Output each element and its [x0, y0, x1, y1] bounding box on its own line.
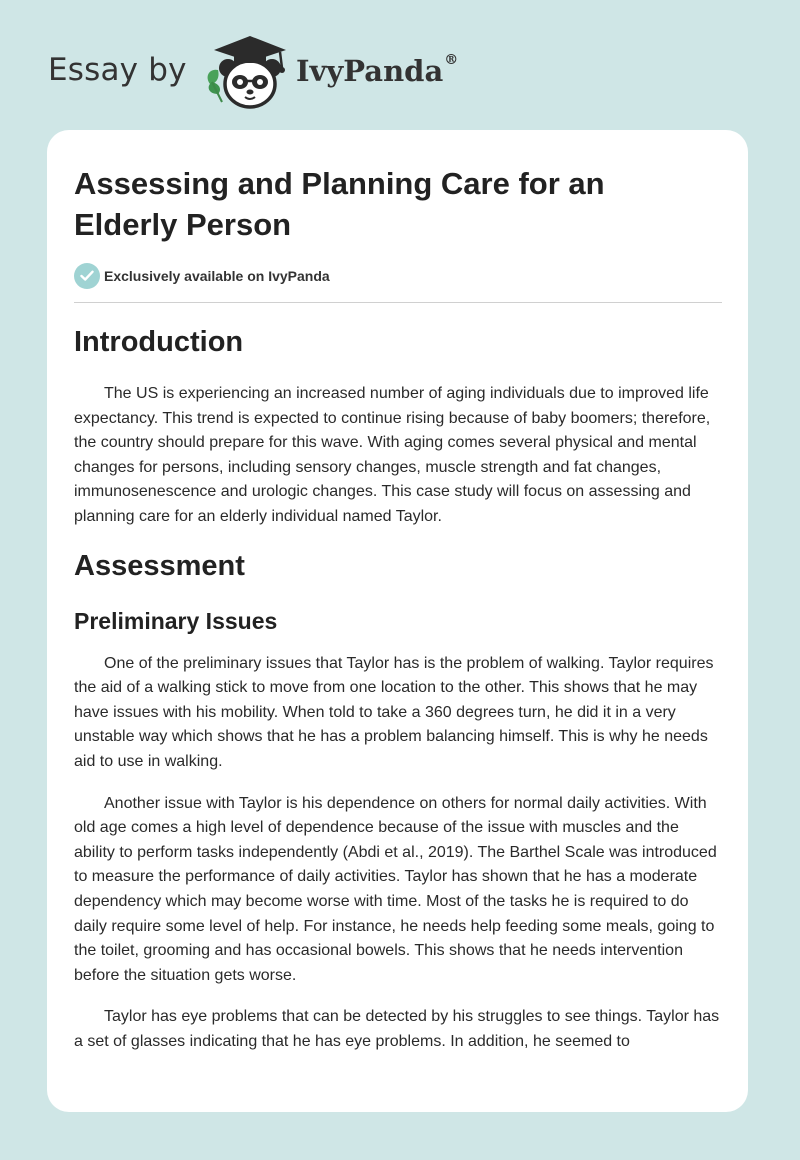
brand-name[interactable]: IvyPanda®: [296, 52, 459, 88]
panda-graduate-icon[interactable]: [200, 32, 292, 110]
page-title: Assessing and Planning Care for an Elderly Person: [74, 166, 605, 242]
paragraph: Another issue with Taylor is his dependence on others for normal daily activities. With old age comes a high level of dependence because of the issue with muscles and the ability to perform tasks independently (Abdi et al., 2019). The Barthel Scale was introduced to measure the performance of daily activities. Taylor has shown that he has a moderate dependency which may become worse with time. Most of the tasks he is required to do daily require some level of help. For instance, he needs help feeding some meals, going to the toilet, grooming and has occasional bowels. This shows that he needs intervention before the situation gets worse.: [74, 794, 717, 984]
exclusive-label: Exclusively available on IvyPanda: [104, 268, 330, 284]
paragraph: Taylor has eye problems that can be detected by his struggles to see things. Taylor has a set of glasses indicating that he has eye problems. In addition, he seemed to: [74, 1008, 720, 1050]
subsection-heading-preliminary-issues: Preliminary Issues: [74, 607, 278, 634]
article-content: [74, 324, 722, 1054]
section-heading-introduction: Introduction: [74, 326, 244, 358]
section-heading-assessment: Assessment: [74, 549, 245, 582]
article-card: [47, 130, 748, 1112]
site-header: [48, 30, 748, 110]
essay-by-label: Essay by: [48, 52, 187, 88]
paragraph: The US is experiencing an increased number of aging individuals due to improved life expectancy. This trend is expected to continue rising because of baby boomers; therefore, the country should prepare for this wave. With aging comes several physical and mental changes for persons, including sensory changes, muscle strength and fat changes, immunosenescence and urologic changes. This case study will focus on assessing and planning care for an elderly individual named Taylor.: [74, 385, 711, 525]
registered-mark: ®: [444, 52, 459, 68]
paragraph: One of the preliminary issues that Taylor has is the problem of walking. Taylor requires the aid of a walking stick to move from one location to the other. This shows that he may have issues with his mobility. When told to take a 360 degrees turn, he did it in a very unstable way which shows that he has a problem balancing himself. This is why he needs aid to use in walking.: [74, 654, 714, 770]
exclusive-badge: [74, 263, 330, 289]
check-icon: [74, 263, 100, 289]
title-divider: [74, 302, 722, 303]
